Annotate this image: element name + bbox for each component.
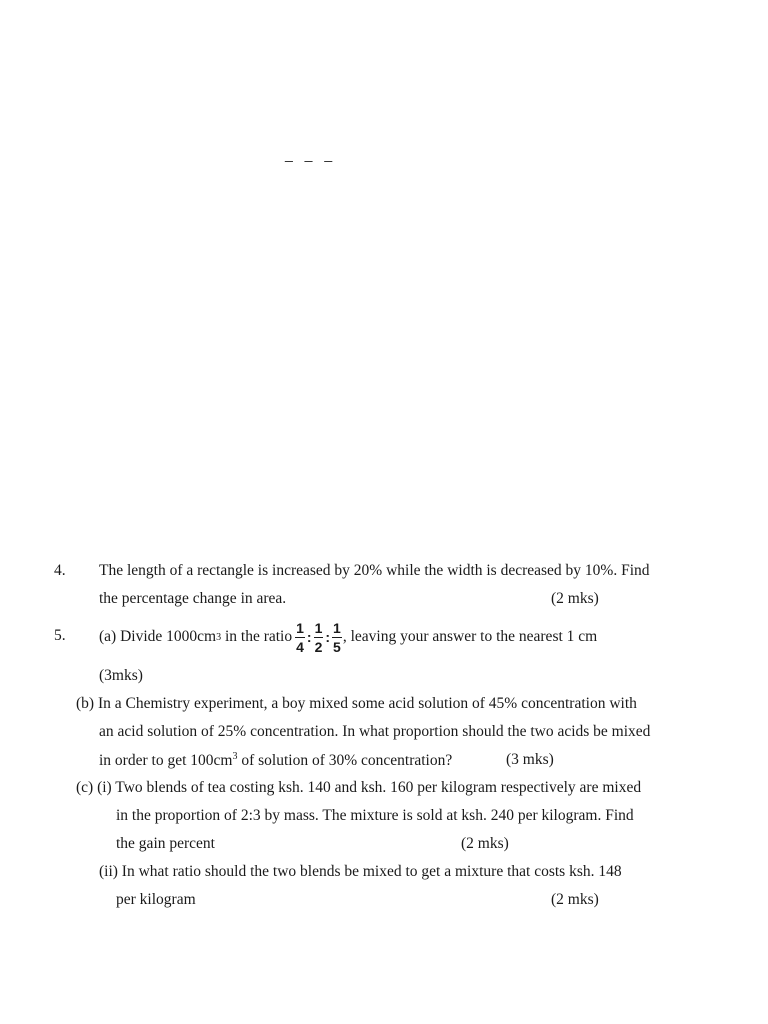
question-5a-text [99, 618, 597, 656]
question-5c-i-text-line-2: in the proportion of 2:3 by mass. The mixture is sold at ksh. 240 per kilogram. Find [116, 807, 634, 824]
question-5a-suffix: , leaving your answer to the nearest 1 cm [342, 628, 598, 645]
question-5-number: 5. [54, 627, 66, 644]
question-5b-text-line-1: (b) In a Chemistry experiment, a boy mixed some acid solution of 45% concentration with [76, 695, 637, 712]
ratio-colon: : [325, 629, 331, 645]
ratio-fraction-3: $\frac{1}{5}$ [333, 619, 341, 655]
question-4-marks: (2 mks) [551, 590, 599, 607]
question-5a-prefix: (a) Divide 1000cm [99, 628, 217, 645]
question-5a-superscript: 3 [216, 631, 222, 643]
question-4-text-line-2: the percentage change in area. [99, 590, 287, 607]
question-5b-text-line-2: an acid solution of 25% concentration. In what proportion should the two acids be mixed [99, 723, 651, 740]
ratio-fraction-2: $\frac{1}{2}$ [314, 619, 323, 655]
question-5b-text-line-3: in order to get $100cm^3$ of solution of 30% concentration? [99, 751, 453, 769]
ratio-colon: : [306, 629, 312, 645]
ratio-fraction-1: $\frac{1}{4}$ [296, 619, 304, 655]
question-4-number: 4. [54, 562, 66, 579]
ratio-expression [294, 621, 343, 654]
question-5c-i-text-line-3: the gain percent [116, 835, 215, 852]
question-5a-marks: (3mks) [99, 667, 143, 684]
question-5c-i-text-line-1: (c) (i) Two blends of tea costing ksh. 140 and ksh. 160 per kilogram respectively are mixed [76, 779, 642, 796]
question-4-text-line-1: The length of a rectangle is increased by 20% while the width is decreased by 10%. Find [99, 562, 650, 579]
question-5c-ii-text-line-2: per kilogram [116, 891, 196, 908]
question-5c-i-marks: (2 mks) [461, 835, 509, 852]
question-5a-mid: in the ratio [221, 628, 293, 645]
header-dashes: _ _ _ [285, 146, 337, 162]
question-5c-ii-marks: (2 mks) [551, 891, 599, 908]
question-5c-ii-text-line-1: (ii) In what ratio should the two blends be mixed to get a mixture that costs ksh. 148 [99, 863, 622, 880]
question-5b-marks: (3 mks) [506, 751, 554, 768]
